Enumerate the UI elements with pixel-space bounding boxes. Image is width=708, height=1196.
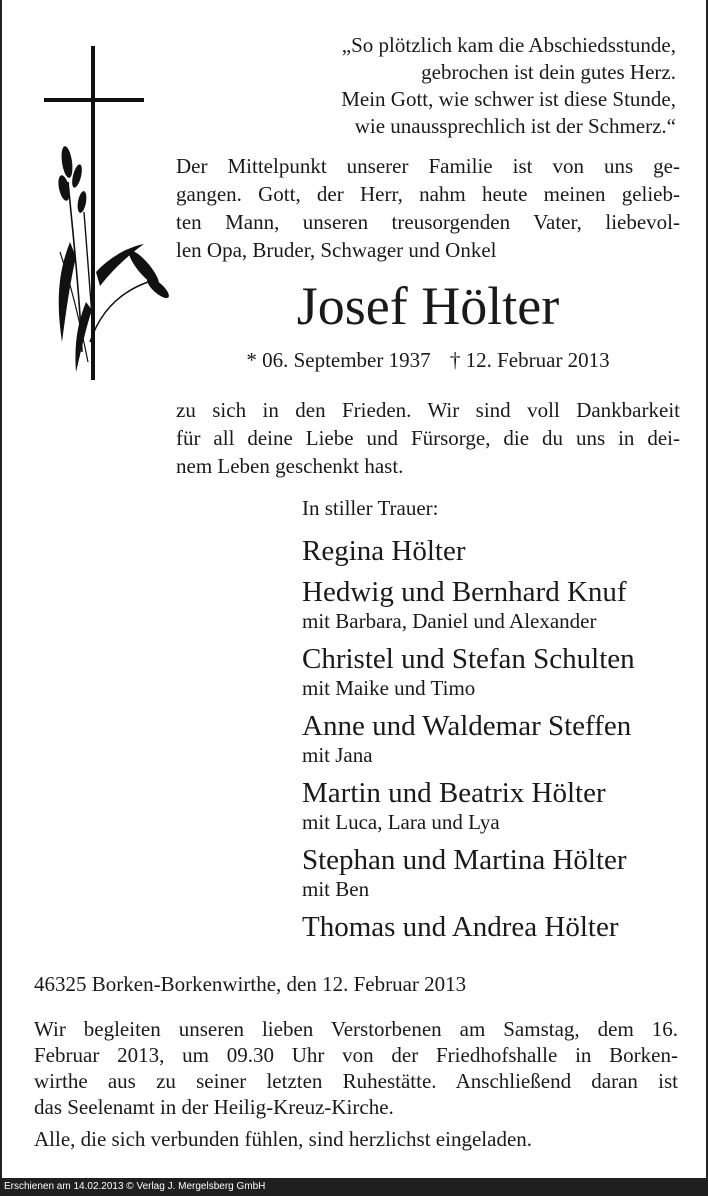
mourner-children: mit Ben [302,877,370,901]
deceased-name: Josef Hölter [296,276,560,336]
cross-with-wheat-icon [40,42,180,382]
mourner-children: mit Jana [302,743,373,767]
publication-footer: Erschienen am 14.02.2013 © Verlag J. Mergelsberg GmbH [0,1178,708,1196]
peace-line: nem Leben geschenkt hast. [176,454,404,478]
funeral-line: das Seelenamt in der Heilig-Kreuz-Kirche. [34,1095,394,1119]
intro-line: Der Mittelpunkt unserer Familie ist von uns ge- [176,154,680,178]
mourners-list [302,494,702,953]
mourners-heading: In stiller Trauer: [302,496,439,520]
mourner-entry [302,845,702,902]
mourner-entry [302,912,702,943]
death-date: † 12. Februar 2013 [449,348,610,372]
intro-line: gangen. Gott, der Herr, nahm heute meinen gelieb- [176,182,680,206]
mourner-name: Stephan und Martina Hölter [302,844,627,876]
mourner-name: Martin und Beatrix Hölter [302,777,606,809]
funeral-line: wirthe aus zu seiner letzten Ruhestätte. Anschließend daran ist [34,1069,678,1093]
peace-line: zu sich in den Frieden. Wir sind voll Dankbarkeit [176,398,680,422]
mourner-children: mit Barbara, Daniel und Alexander [302,609,597,633]
opening-quote [246,32,676,140]
mourner-children: mit Luca, Lara und Lya [302,810,500,834]
quote-line: „So plötzlich kam die Abschiedsstunde, [341,33,676,57]
place-and-date: 46325 Borken-Borkenwirthe, den 12. Februar 2013 [34,972,467,996]
life-dates [176,346,680,374]
mourner-name: Hedwig und Bernhard Knuf [302,576,627,608]
birth-date: * 06. September 1937 [246,348,431,372]
mourner-name: Anne und Waldemar Steffen [302,710,632,742]
mourner-children: mit Maike und Timo [302,676,476,700]
intro-paragraph [176,152,680,264]
funeral-line: Wir begleiten unseren lieben Verstorbenen am Samstag, dem 16. [34,1017,678,1041]
peace-paragraph [176,396,680,480]
mourner-entry [302,536,702,567]
peace-line: für all deine Liebe und Fürsorge, die du uns in dei- [176,426,680,450]
intro-line: len Opa, Bruder, Schwager und Onkel [176,238,497,262]
mourner-entry [302,644,702,701]
invitation-line: Alle, die sich verbunden fühlen, sind herzlichst eingeladen. [34,1127,533,1151]
mourner-name: Thomas und Andrea Hölter [302,911,619,943]
mourner-name: Christel und Stefan Schulten [302,643,635,675]
funeral-line: Februar 2013, um 09.30 Uhr von der Friedhofshalle in Borken- [34,1043,678,1067]
quote-line: gebrochen ist dein gutes Herz. [421,60,676,84]
quote-line: Mein Gott, wie schwer ist diese Stunde, [341,87,676,111]
intro-line: ten Mann, unseren treusorgenden Vater, liebevol- [176,210,680,234]
funeral-details [34,1016,678,1120]
mourner-entry [302,577,702,634]
mourner-entry [302,711,702,768]
mourner-name: Regina Hölter [302,535,466,567]
mourner-entry [302,778,702,835]
quote-line: wie unaussprechlich ist der Schmerz.“ [354,114,676,138]
